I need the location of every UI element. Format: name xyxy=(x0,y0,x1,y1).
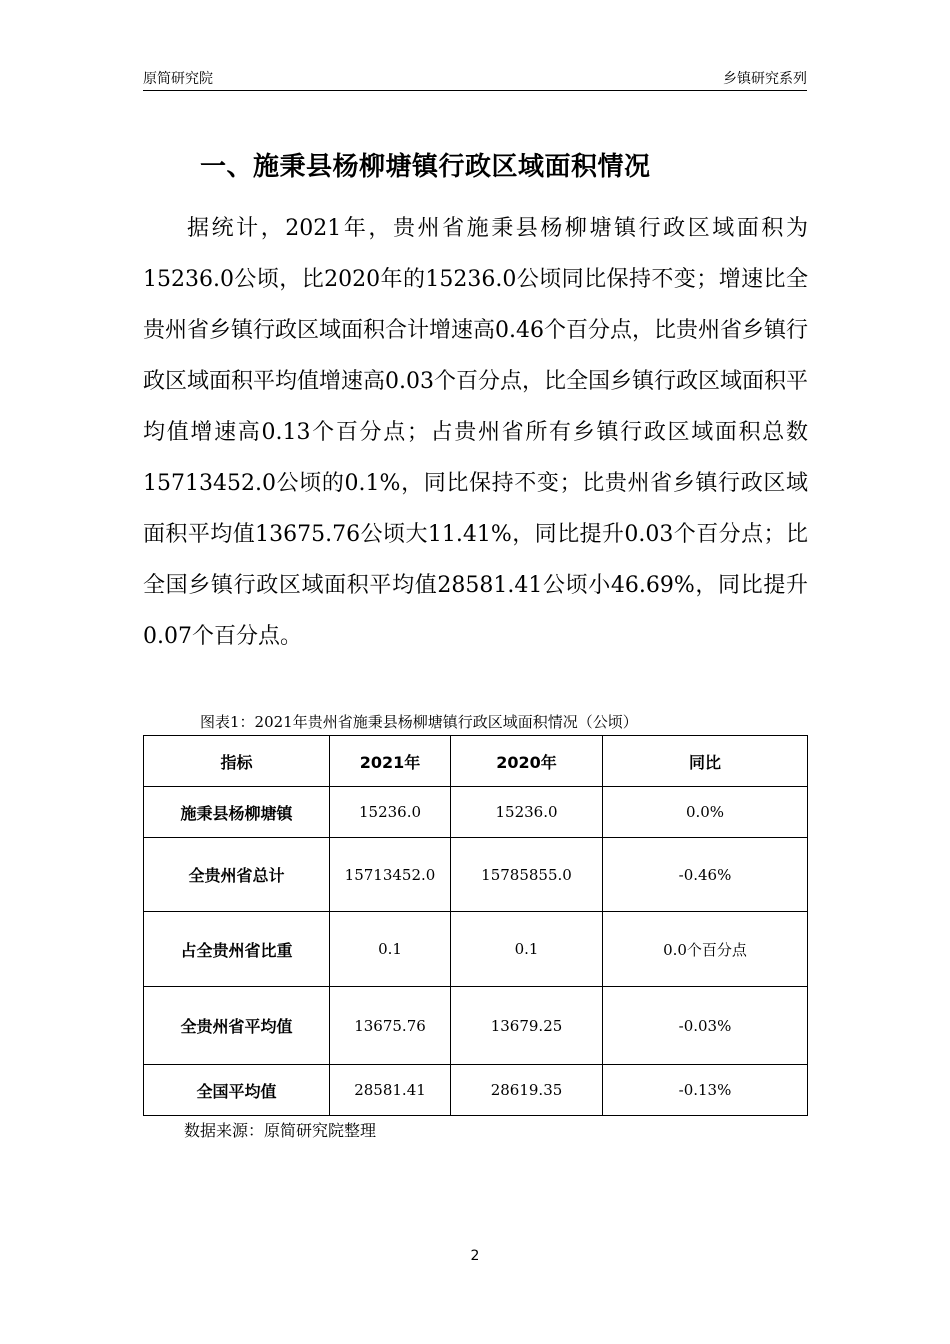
table-cell: 15236.0 xyxy=(330,787,451,838)
data-source-note: 数据来源：原简研究院整理 xyxy=(184,1121,377,1140)
column-header-indicator: 指标 xyxy=(144,736,330,787)
table-cell: 13679.25 xyxy=(451,987,603,1065)
header-left-text: 原简研究院 xyxy=(143,71,213,87)
table-row xyxy=(144,838,808,912)
row-label: 全贵州省总计 xyxy=(144,838,330,912)
table-cell: 15236.0 xyxy=(451,787,603,838)
section-title: 一、施秉县杨柳塘镇行政区域面积情况 xyxy=(200,152,651,182)
page-number: 2 xyxy=(470,1248,480,1264)
column-header-2021: 2021年 xyxy=(330,736,451,787)
row-label: 占全贵州省比重 xyxy=(144,912,330,987)
table-row xyxy=(144,912,808,987)
body-paragraph: 据统计，2021年，贵州省施秉县杨柳塘镇行政区域面积为15236.0公顷，比2020年的15236.0公顷同比保持不变；增速比全贵州省乡镇行政区域面积合计增速高0.46个百分点，比贵州省乡镇行政区域面积平均值增速高0.03个百分点，比全国乡镇行政区域面积平均值增速高0.13个百分点；占贵州省所有乡镇行政区域面积总数15713452.0公顷的0.1%，同比保持不变；比贵州省乡镇行政区域面积平均值13675.76公顷大11.41%，同比提升0.03个百分点；比全国乡镇行政区域面积平均值28581.41公顷小46.69%，同比提升0.07个百分点。 xyxy=(143,216,808,649)
column-header-yoy: 同比 xyxy=(603,736,808,787)
table-cell: 0.1 xyxy=(330,912,451,987)
table-header-row xyxy=(144,736,808,787)
table-row xyxy=(144,787,808,838)
column-header-2020: 2020年 xyxy=(451,736,603,787)
row-label: 全贵州省平均值 xyxy=(144,987,330,1065)
table-row xyxy=(144,1065,808,1116)
header-right-text: 乡镇研究系列 xyxy=(723,71,807,87)
table-cell: 15713452.0 xyxy=(330,838,451,912)
table-cell: 28619.35 xyxy=(451,1065,603,1116)
table-caption: 图表1：2021年贵州省施秉县杨柳塘镇行政区域面积情况（公顷） xyxy=(200,713,638,731)
table-row xyxy=(144,987,808,1065)
row-label: 施秉县杨柳塘镇 xyxy=(144,787,330,838)
table-cell: -0.46% xyxy=(603,838,808,912)
table-cell: 0.1 xyxy=(451,912,603,987)
data-table xyxy=(143,735,808,1116)
row-label: 全国平均值 xyxy=(144,1065,330,1116)
table-cell: -0.13% xyxy=(603,1065,808,1116)
table-cell: 15785855.0 xyxy=(451,838,603,912)
table-cell: -0.03% xyxy=(603,987,808,1065)
page-header xyxy=(143,68,807,91)
table-cell: 28581.41 xyxy=(330,1065,451,1116)
table-cell: 13675.76 xyxy=(330,987,451,1065)
table-cell: 0.0% xyxy=(603,787,808,838)
table-cell: 0.0个百分点 xyxy=(603,912,808,987)
